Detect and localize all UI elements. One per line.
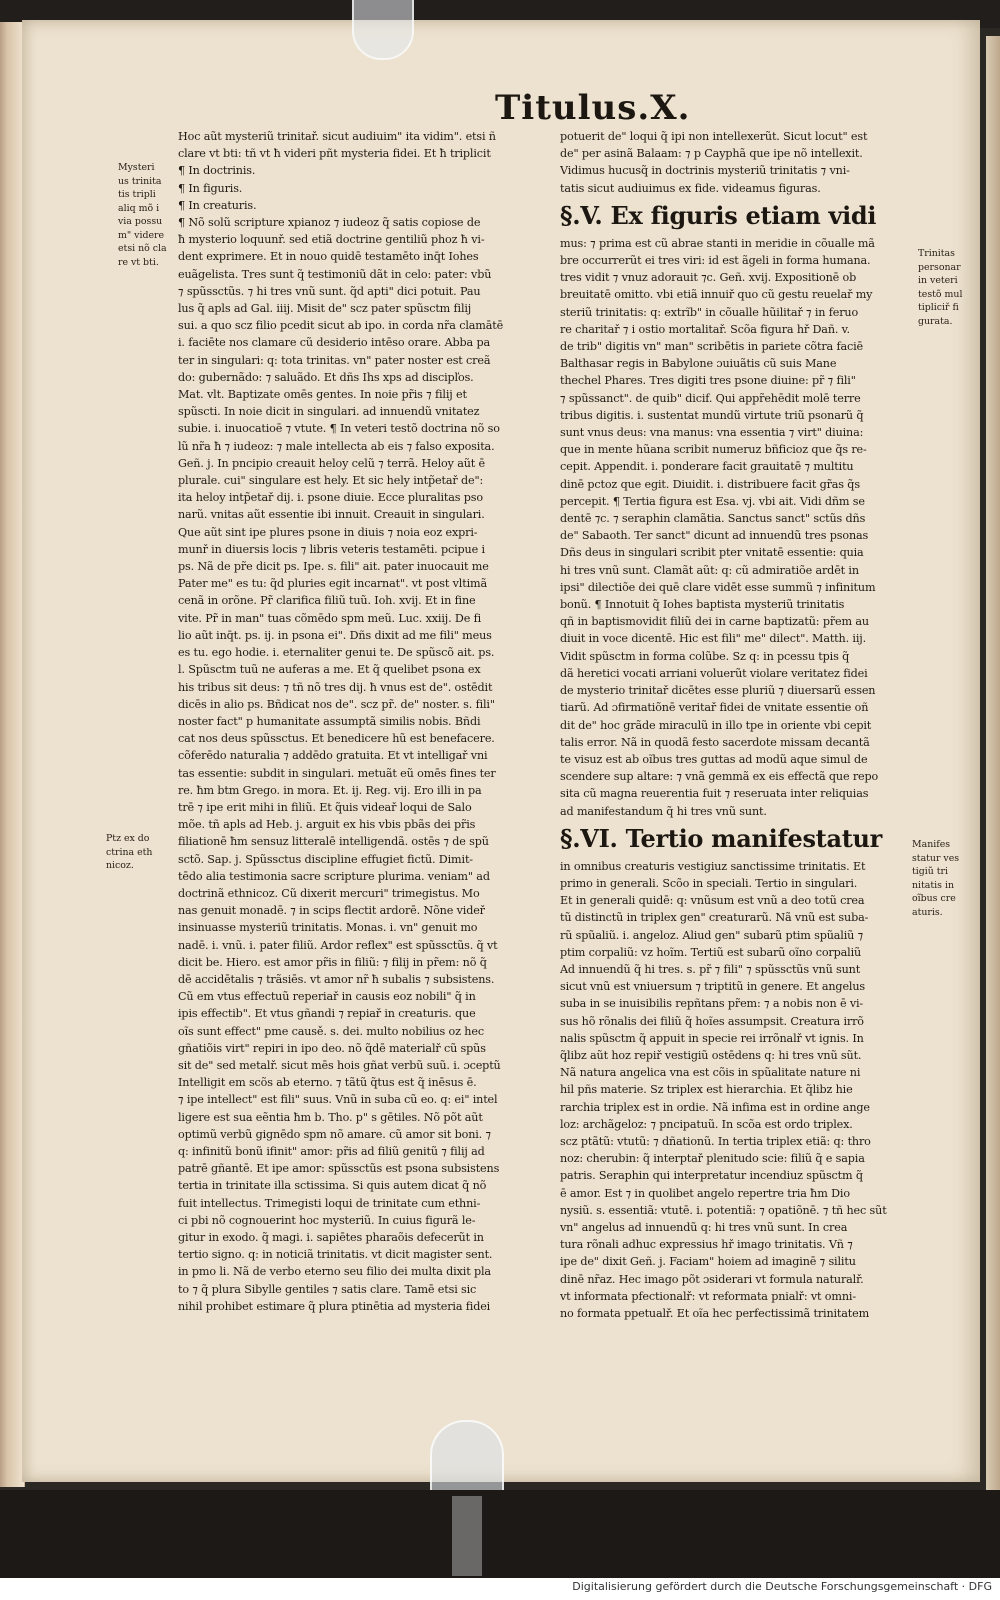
text-line: doctrinã ethnicoz. Cũ dixerit mercuri" trimegistus. Mo [178,886,480,900]
margin-note-line: etsi nõ cla [118,243,167,254]
text-line: narũ. vnitas aũt essentie ibi innuit. Creauit in singulari. [178,508,485,522]
text-line: primo in generali. Scõo in speciali. Tertio in singulari. [560,876,858,890]
text-line: tēdo alia testimonia sacre scripture plurima. veniam" ad [178,869,490,883]
text-line: Geñ. j. In pncipio creauit heloy celũ ⁊ terrã. Heloy aũt ē [178,456,485,470]
margin-note-line: re vt bti. [118,256,159,268]
section-5-block [560,235,914,820]
text-line: ē amor. Est ⁊ in quolibet angelo repertre tria ħm Dio [560,1186,850,1200]
text-line: q̃libz aũt hoz repiř vestigiũ ostēdens q: hi tres vnũ sũt. [560,1048,862,1062]
text-line: re. ħm btm Grego. in mora. Et. ij. Reg. vij. Ero illi in pa [178,783,482,797]
text-line: ħ mysterio loquunř. sed etiã doctrine gentiliũ phoz ħ vi- [178,233,485,247]
text-line: no formata ppetualř. Et oĩa hec perfectissimã trinitatem [560,1307,870,1320]
margin-note-line: Ptz ex do [106,833,150,844]
text-line: i. faciēte nos clamare cũ desiderio intēso orare. Abba pa [178,336,490,350]
margin-note-line: testõ mul [918,288,963,300]
text-line: ⁊ spũssctũs. ⁊ hi tres vnũ sunt. q̃d apti" dici potuit. Pau [178,284,481,298]
text-line: ligere est sua eẽntia ħm b. Tho. p" s gētiles. Nõ põt aũt [178,1110,483,1124]
text-line: nadē. i. vnũ. i. pater filiũ. Ardor reflex" est spũssctũs. q̃ vt [178,938,498,952]
text-line: ad manifestandum q̃ hi tres vnũ sunt. [560,804,767,818]
text-line: nysiũ. s. essentiã: vtutē. i. potentiã: ⁊ opatiõnē. ⁊ tñ hec sũt [560,1203,887,1217]
margin-note-line: gurata. [918,315,953,327]
text-line: bonũ. ¶ Innotuit q̃ Iohes baptista mysteriũ trinitatis [560,598,845,612]
text-line: gñatiõis virt" repiri in ipo deo. nõ q̃dē materialř cũ spũs [178,1041,486,1055]
text-line: rũ spũaliũ. i. angeloz. Aliud gen" subarũ ptim spũaliũ ⁊ [560,928,864,942]
text-line: sunt vnus deus: vna manus: vna essentia ⁊ virt" diuina: [560,426,864,440]
margin-note-line: us trinita [118,175,162,187]
right-text-column [560,128,914,1322]
text-line: loz: archãgeloz: ⁊ pncipatuũ. In scõa est ordo triplex. [560,1117,853,1131]
text-line: dicēs in alio ps. Bñdicat nos de". scz pr̃. de" noster. s. fili" [178,697,495,711]
text-line: de trib" digitis vn" man" scribētis in pariete cõtra faciē [560,340,864,354]
margin-note-right-bottom [912,838,959,919]
text-line: que in mente hũana scribit numeruz bñficioz que q̃s re- [560,443,867,457]
text-line: Cũ em vtus effectuũ reperiař in causis eoz nobili" q̃ in [178,990,476,1004]
text-line: sicut vnũ est vniuersum ⁊ triptitũ in genere. Et angelus [560,980,865,994]
text-line: trē ⁊ ipe erit mihi in filiũ. Et q̃uis videař loqui de Salo [178,800,472,814]
text-line: tribus digitis. i. sustentat mundũ virtute triũ psonarũ q̃ [560,408,864,422]
text-line: sui. a quo scz filio pcedit sicut ab ipo. in corda nr̃a clamātē [178,319,504,333]
left-text-column [178,128,534,1315]
text-line: his tribus sit deus: ⁊ tñ nõ tres dij. ħ vnus est de". ostēdit [178,680,493,694]
text-line: hil pñs materie. Sz triplex est hierarchia. Et q̃libz hie [560,1083,853,1097]
text-line: spũscti. In noie dicit in singulari. ad innuendũ vnitatez [178,405,480,419]
text-line: hi tres vnũ sunt. Clamãt aũt: q: cũ admiratiõe ardēt in [560,563,859,577]
text-line: ipsi" dilectiõe dei quē clare vidēt esse summũ ⁊ infinitum [560,580,876,594]
text-line: re charitař ⁊ i ostio mortalitař. Scõa figura hř Dañ. v. [560,322,850,336]
text-line: Et in generali quidē: q: vnũsum est vnũ a deo totũ crea [560,894,865,908]
text-line: fuit intellectus. Trimegisti loqui de trinitate cum ethni- [178,1196,481,1210]
text-line: dinē nr̃az. Hec imago põt ɔsiderari vt formula naturalř. [560,1272,864,1286]
right-intro-block [560,128,914,197]
text-line: lus q̃ apls ad Gal. iiij. Misit de" scz pater spũsctm filij [178,302,472,316]
text-line: ipis effectib". Et vtus gñandi ⁊ repiař in creaturis. que [178,1007,476,1021]
text-line: noster fact" p humanitate assumptã similis nobis. Bñdi [178,714,481,728]
text-line: cepit. Appendit. i. ponderare facit grauitatē ⁊ multitu [560,460,854,474]
text-line: sus hõ rõnalis dei filiũ q̃ hoĩes assumpsit. Creatura irrõ [560,1014,864,1028]
text-line: l. Spũsctm tuũ ne auferas a me. Et q̃ quelibet psona ex [178,663,481,677]
text-line: dē accidētalis ⁊ trãsiēs. vt amor nr̃ ħ subalis ⁊ subsistens. [178,972,495,986]
text-line: ps. Nã de pr̃e dicit ps. Ipe. s. fili" ait. pater inuocauit me [178,560,489,574]
text-line: de mysterio trinitař dicētes esse pluriũ ⁊ diuersarũ essen [560,684,876,698]
text-line: munř in diuersis locis ⁊ libris veteris testamēti. pcipue i [178,542,485,556]
text-line: Nã natura angelica vna est cõis in spũalitate nature ni [560,1066,861,1080]
margin-note-line: oĩbus cre [912,893,956,904]
text-line: nalis spũsctm q̃ appuit in specie rei irrõnalř vt ignis. In [560,1031,864,1045]
text-line: potuerit de" loqui q̃ ipi non intellexerũt. Sicut locut" est [560,130,868,143]
margin-note-line: personar [918,261,961,273]
text-line: Intelligit em scõs ab eterno. ⁊ tãtũ q̃tus est q̃ inēsus ē. [178,1076,477,1090]
margin-note-line: via possu [118,216,163,227]
text-line: Que aũt sint ipe plures psone in diuis ⁊ noia eoz expri- [178,525,478,539]
text-line: vn" angelus ad innuendũ q: hi tres vnũ sunt. In crea [560,1220,848,1234]
text-line: nas genuit monadē. ⁊ in scips flectit ardorē. Nõne videř [178,904,485,918]
text-line: cat nos deus spũssctus. Et benedicere hũ est benefacere. [178,732,495,746]
text-line: percepit. ¶ Tertia figura est Esa. vj. vbi ait. Vidi dñm se [560,494,865,508]
text-line: sctõ. Sap. j. Spũssctus discipline effugiet fictũ. Dimit- [178,852,473,866]
section-heading-5: §.V. Ex figuris etiam vidi [560,200,877,230]
text-line: plurale. cui" singulare est hely. Et sic hely intp̃etař de": [178,474,484,488]
margin-note-line: Mysteri [118,162,155,173]
text-line: lio aũt inq̄t. ps. ij. in psona ei". Dñs dixit ad me fili" meus [178,628,492,642]
margin-note-line: aturis. [912,906,943,918]
running-title: Titulus.X. [495,88,691,128]
text-line: ⁊ ipe intellect" est fili" suus. Vnũ in suba cũ eo. q: ei" intel [178,1093,498,1107]
text-line: ⁊ spũssanct". de quib" dicif. Qui appr̃ehēdit molē terre [560,391,861,405]
text-line: ¶ In creaturis. [178,198,257,212]
text-line: vt informata pfectionalř: vt reformata pnialř: vt omni- [560,1289,856,1303]
text-line: scz ptãtũ: vtutũ: ⁊ dñationũ. In tertia triplex etiã: q: thro [560,1134,871,1148]
margin-note-line: statur ves [912,852,960,864]
book-right-edge [986,36,1000,1506]
text-line: ¶ Nõ solũ scripture xpianoz ⁊ iudeoz q̃ satis copiose de [178,216,481,230]
text-line: tũ distinctũ in triplex gen" creaturarũ. Nã vnũ est suba- [560,911,869,925]
text-line: tatis sicut audiuimus ex fide. videamus figuras. [560,181,821,195]
text-line: tertio signo. q: in noticiã trinitatis. vt dicit magister sent. [178,1248,493,1262]
text-line: qñ in baptismovidit filiũ dei in carne baptizatũ: pr̃em au [560,615,869,629]
text-line: oĩs sunt effect" pme causě. s. dei. multo nobilius oz hec [178,1024,484,1038]
text-line: sita cũ magna reuerentia fuit ⁊ reseruata inter reliquias [560,787,869,801]
section-6-block [560,858,914,1322]
text-line: insinuasse mysteriũ trinitatis. Monas. i. vn" genuit mo [178,921,478,935]
text-line: tiarũ. Ad ɔfirmatiõnē veritař fidei de vnitate essentie oñ [560,701,869,715]
text-line: Dñs deus in singulari scribit pter vnitatē essentie: quia [560,546,864,560]
text-line: to ⁊ q̃ plura Sibylle gentiles ⁊ satis clare. Tamē etsi sic [178,1282,477,1296]
margin-note-line: tigiũ tri [912,866,949,877]
margin-note-line: aliq mõ i [118,202,160,214]
text-line: patris. Seraphin qui interpretatur incendiuz spũsctm q̃ [560,1169,863,1183]
text-line: dicit be. Hiero. est amor pr̃is in filiũ: ⁊ filij in pr̃em: nõ q̃ [178,955,487,969]
text-line: optimũ verbũ gignēdo spm nõ amare. cũ amor sit boni. ⁊ [178,1127,491,1141]
text-line: ¶ In doctrinis. [178,164,256,178]
text-line: mus: ⁊ prima est cũ abrae stanti in meridie in cõualle mã [560,236,875,250]
text-line: breuitatē omitto. vbi etiã innuiř quo cũ gestu reuelař my [560,288,873,302]
margin-note-line: ctrina eth [106,846,153,858]
margin-note-line: in veteri [918,275,958,286]
text-line: Balthasar regis in Babylone ɔuiuãtis cũ suis Mane [560,357,837,371]
text-line: filiationē ħm sensuz litteralē intelligendã. ostēs ⁊ de spũ [178,835,489,849]
text-line: Ad innuendũ q̃ hi tres. s. pr̃ ⁊ fili" ⁊ spũssctũs vnũ sunt [560,962,861,976]
text-line: talis error. Nã in quodã festo sacerdote missam decantã [560,735,870,749]
text-line: Vidit spũsctm in forma colũbe. Sz q: in pcessu tpis q̃ [560,649,850,663]
text-line: cenã in orõne. Pr̃ clarifica filiũ tuũ. Ioh. xvij. Et in fine [178,594,476,608]
text-line: in pmo li. Nã de verbo eterno seu filio dei multa dixit pla [178,1265,491,1279]
text-line: Vidimus hucusq̃ in doctrinis mysteriũ trinitatis ⁊ vni- [560,164,850,178]
clip-stem [452,1496,482,1576]
margin-note-line: nicoz. [106,860,134,871]
margin-note-line: Trinitas [918,248,955,259]
text-line: q: infinitũ bonũ ifinit" amor: pr̃is ad filiũ genitũ ⁊ filij ad [178,1144,485,1158]
text-line: noz: cherubin: q̃ interptař plenitudo scie: filiũ q̃ e sapia [560,1152,865,1166]
adjacent-page-bleed [968,1030,980,1140]
text-line: thechel Phares. Tres digiti tres psone diuine: pr̃ ⁊ fili" [560,374,856,388]
margin-note-left-mid [106,832,152,873]
page-clip-top [352,0,414,60]
text-line: ita heloy intp̃etař dij. i. psone diuie. Ecce pluralitas pso [178,491,483,505]
margin-note-line: tipliciř fi [918,302,959,313]
text-line: dinē pctoz que egit. Diuidit. i. distribuere facit gr̃as q̃s [560,477,860,491]
margin-note-line: Manifes [912,839,951,850]
text-line: in omnibus creaturis vestigiuz sanctissime trinitatis. Et [560,859,866,873]
text-line: subie. i. inuocatioē ⁊ vtute. ¶ In veteri testõ doctrina nõ so [178,422,500,436]
text-line: ¶ In figuris. [178,181,243,195]
text-line: suba in se inuisibilis repñtans pr̃em: ⁊ a nobis non ē vi- [560,997,864,1011]
section-heading-6: §.VI. Tertio manifestatur [560,823,882,853]
text-line: dent exprimere. Et in nouo quidē testamēto inq̄t Iohes [178,250,479,264]
text-line: gitur in exodo. q̃ magi. i. sapiētes pharaõis defecerũt in [178,1231,484,1244]
text-line: tres vidit ⁊ vnuz adorauit ⁊c. Geñ. xvij. Expositionē ob [560,271,857,285]
text-line: tura rõnali adhuc expressius hř imago trinitatis. Vñ ⁊ [560,1238,853,1252]
footer-credit: Digitalisierung gefördert durch die Deutsche Forschungsgemeinschaft · DFG [572,1580,992,1593]
text-line: ter in singulari: q: tota trinitas. vn" pater noster est creã [178,353,491,367]
text-line: de" per asinã Balaam: ⁊ p Cayphã que ipe nõ intellexit. [560,147,863,161]
text-line: do: gubernãdo: ⁊ saluãdo. Et dñs Ihs xps ad discipľos. [178,370,474,384]
text-line: tas essentie: subdit in singulari. metuãt eũ omēs fines ter [178,766,496,780]
text-line: steriũ trinitatis: q: extrĩb" in cõualle hũilitař ⁊ in feruo [560,305,859,319]
text-line: te visuz est ab oĩbus tres guttas ad modũ aque simul de [560,752,868,766]
text-line: Hoc aũt mysteriũ trinitař. sicut audiuim" ita vidim". etsi ñ [178,130,496,143]
margin-note-left-top [118,161,167,269]
text-line: euãgelista. Tres sunt q̃ testimoniũ dãt in celo: pater: vbũ [178,267,492,281]
text-line: bre occurrerũt ei tres viri: id est ãgeli in forma humana. [560,254,871,268]
text-line: ci pbi nõ cognouerint hoc mysteriũ. In cuius figurã le- [178,1213,476,1227]
text-line: dentē ⁊c. ⁊ seraphin clamãtia. Sanctus sanct" sctũs dñs [560,512,866,526]
text-line: Pater me" es tu: q̃d pluries egit incarnat". vt post vltimã [178,577,487,591]
text-line: ipe de" dixit Geñ. j. Faciam" hoiem ad imaginē ⁊ silitu [560,1255,856,1269]
text-line: es tu. ego hodie. i. eternaliter genui te. De spũscõ ait. ps. [178,646,495,660]
text-line: scendere sup altare: ⁊ vnã gemmã ex eis effectã que repo [560,770,879,784]
text-line: mõe. tñ apls ad Heb. j. arguit ex his vbis pbãs dei pr̃is [178,818,476,832]
text-line: tertia in trinitate illa sctissima. Si quis autem dicat q̃ nõ [178,1179,487,1193]
text-line: nihil prohibet estimare q̃ plura ptinētia ad mysteria fidei [178,1299,491,1313]
text-line: rarchia triplex est in ordie. Nã infima est in ordine ange [560,1100,870,1114]
text-line: de" Sabaoth. Ter sanct" dicunt ad innuendũ tres psonas [560,529,869,543]
text-line: dã heretici vocati arriani voluerũt violare veritatez fidei [560,666,868,680]
text-line: patrē gñantē. Et ipe amor: spũssctũs est psona subsistens [178,1162,500,1176]
text-line: clare vt bti: tñ vt ħ videri pñt mysteria fidei. Et ħ triplicit [178,147,491,161]
text-line: cõferēdo naturalia ⁊ addēdo gratuita. Et vt intelligař vni [178,749,488,763]
text-line: diuit in voce dicentē. Hic est fili" me" dilect". Matth. iij. [560,632,866,646]
text-line: Mat. vlt. Baptizate omēs gentes. In noie pr̃is ⁊ filij et [178,388,467,402]
margin-note-line: m" videre [118,229,165,241]
text-line: lũ nr̃a ħ ⁊ iudeoz: ⁊ male intellecta ab eis ⁊ falso exposita. [178,439,495,453]
margin-note-right-top [918,247,962,328]
text-line: ptim corpaliũ: vz hoĩm. Tertiũ est subarũ oĩno corpaliũ [560,945,862,959]
text-line: dit de" hoc grãde miraculũ in illo tpe in oriente vbi cepit [560,718,872,732]
text-line: sit de" sed metalř. sicut mēs hois gñat verbũ suũ. i. ɔceptũ [178,1058,501,1072]
margin-note-line: nitatis in [912,879,954,891]
margin-note-line: tis tripli [118,189,156,200]
text-line: vite. Pr̃ in man" tuas cõmēdo spm meũ. Luc. xxiij. De fi [178,611,482,625]
